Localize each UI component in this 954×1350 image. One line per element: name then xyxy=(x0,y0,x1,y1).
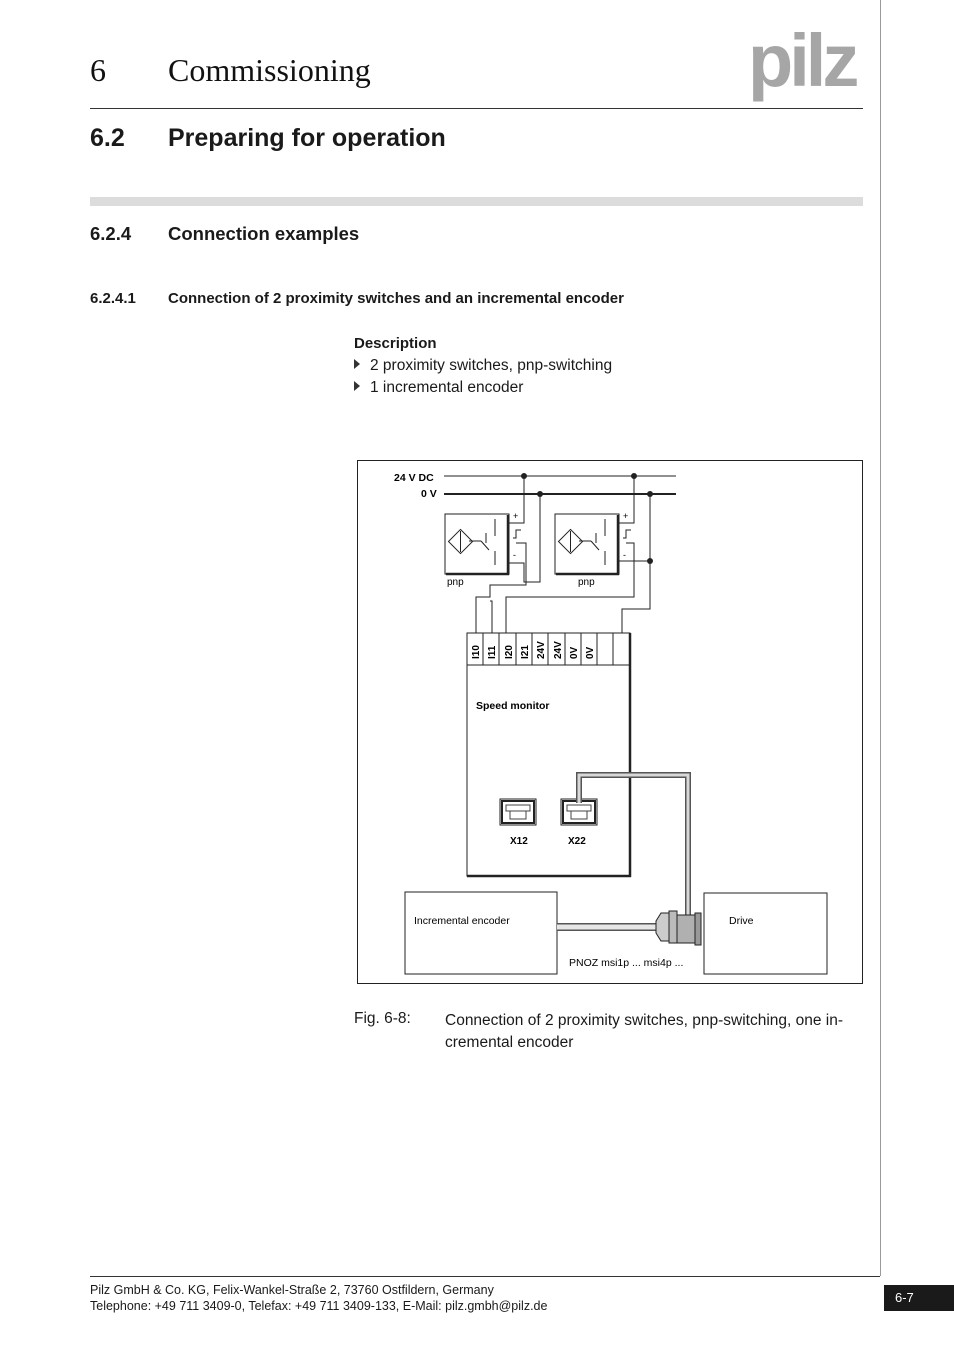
incremental-encoder-box xyxy=(405,892,557,974)
footer-contact: Telephone: +49 711 3409-0, Telefax: +49 711 3409-133, E-Mail: pilz.gmbh@pilz.de xyxy=(90,1299,548,1313)
bullet-arrow-icon xyxy=(354,381,360,391)
header-rule xyxy=(90,108,863,109)
terminal-label: 0V xyxy=(585,646,596,659)
terminal-label: I11 xyxy=(487,645,498,659)
section-divider-bar xyxy=(90,197,863,206)
adapter-label: PNOZ msi1p ... msi4p ... xyxy=(569,957,684,969)
x22-label: X22 xyxy=(568,836,586,847)
chapter-title: Commissioning xyxy=(168,52,371,88)
supply-24v-label: 24 V DC xyxy=(394,472,434,484)
page-number: 6-7 xyxy=(884,1285,954,1311)
x12-port-icon xyxy=(500,799,536,825)
pilz-logo: pilz xyxy=(748,19,856,102)
supply-0v-label: 0 V xyxy=(421,488,437,500)
drive-box xyxy=(704,893,827,974)
description-item: 2 proximity switches, pnp-switching xyxy=(354,357,612,375)
footer-address: Pilz GmbH & Co. KG, Felix-Wankel-Straße 2, 73760 Ostfildern, Germany xyxy=(90,1283,494,1297)
sensor2-minus: - xyxy=(623,550,626,560)
section-title: Preparing for operation xyxy=(168,124,446,152)
terminal-label: 0V xyxy=(569,646,580,659)
subsubsection-title: Connection of 2 proximity switches and an incremental encoder xyxy=(168,290,624,307)
speed-monitor xyxy=(467,633,631,877)
adapter-connector-icon xyxy=(656,911,701,945)
figure-caption: Connection of 2 proximity switches, pnp-switching, one in-cremental encoder xyxy=(445,1012,844,1051)
encoder-label: Incremental encoder xyxy=(414,915,510,927)
terminal-label: I20 xyxy=(504,645,515,659)
description-heading: Description xyxy=(354,335,437,352)
section-number: 6.2 xyxy=(90,124,125,152)
figure-number: Fig. 6-8: xyxy=(354,1010,411,1027)
wiring-diagram xyxy=(357,460,863,984)
terminal-label: I10 xyxy=(471,645,482,659)
subsection-number: 6.2.4 xyxy=(90,223,132,244)
subsection-title: Connection examples xyxy=(168,223,360,244)
x12-label: X12 xyxy=(510,836,528,847)
description-item: 1 incremental encoder xyxy=(354,379,523,397)
terminal-label: 24V xyxy=(536,641,547,659)
footer-rule xyxy=(90,1276,880,1277)
drive-label: Drive xyxy=(729,915,754,927)
chapter-number: 6 xyxy=(90,52,106,88)
right-margin-rule xyxy=(880,0,881,1276)
bullet-arrow-icon xyxy=(354,359,360,369)
sensor2-type: pnp xyxy=(578,577,595,588)
sensor1-plus: + xyxy=(513,511,519,521)
subsubsection-number: 6.2.4.1 xyxy=(90,290,136,307)
terminal-label: I21 xyxy=(520,645,531,659)
device-label: Speed monitor xyxy=(476,700,550,712)
sensor2-plus: + xyxy=(623,511,629,521)
terminal-label: 24V xyxy=(553,641,564,659)
sensor1-type: pnp xyxy=(447,577,464,588)
sensor1-minus: - xyxy=(513,550,516,560)
